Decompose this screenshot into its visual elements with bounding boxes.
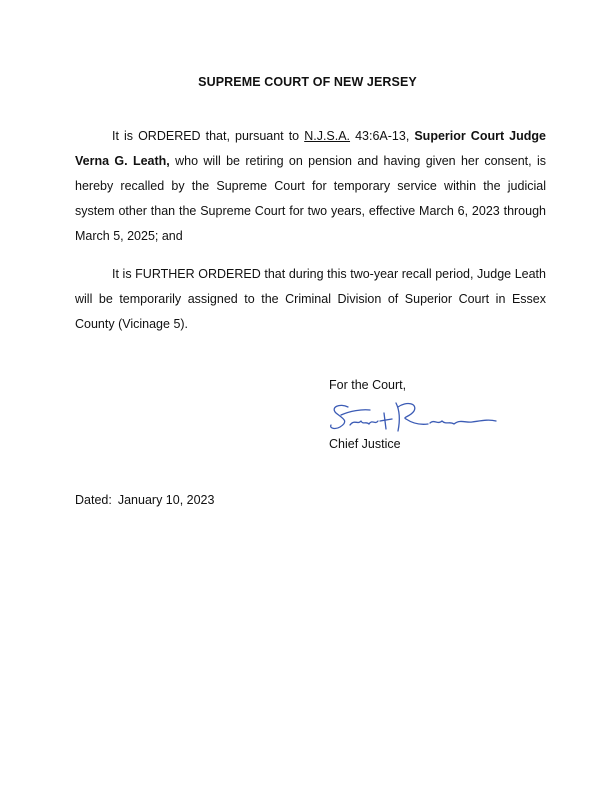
order-paragraph-2 xyxy=(75,262,546,337)
signer-title: Chief Justice xyxy=(329,437,401,451)
judge-name: Superior Court Judge Verna G. Leath, xyxy=(75,129,546,168)
dated-label: Dated: xyxy=(75,493,112,507)
para1-intro: It is ORDERED that, pursuant to xyxy=(112,129,305,143)
dated-value: January 10, 2023 xyxy=(117,493,215,507)
statute-reference: N.J.S.A. xyxy=(304,129,351,143)
for-the-court: For the Court, xyxy=(329,378,407,392)
dated-line xyxy=(75,493,220,507)
court-title: SUPREME COURT OF NEW JERSEY xyxy=(198,75,417,89)
para2-text: It is FURTHER ORDERED that during this two-year recall period, Judge Leath will be temporarily assigned to the Criminal Division of Superior Court in Essex County (Vicinage 5). xyxy=(75,267,546,331)
chief-justice-signature xyxy=(326,397,501,437)
para1-body: who will be retiring on pension and having given her consent, is hereby recalled by the Supreme Court for temporary service within the judicial system other than the Supreme Court for two years, effective March 6, 2023 through March 5, 2025; and xyxy=(75,154,546,243)
statute-section: 43:6A-13, xyxy=(350,129,415,143)
order-paragraph-1 xyxy=(75,124,546,249)
